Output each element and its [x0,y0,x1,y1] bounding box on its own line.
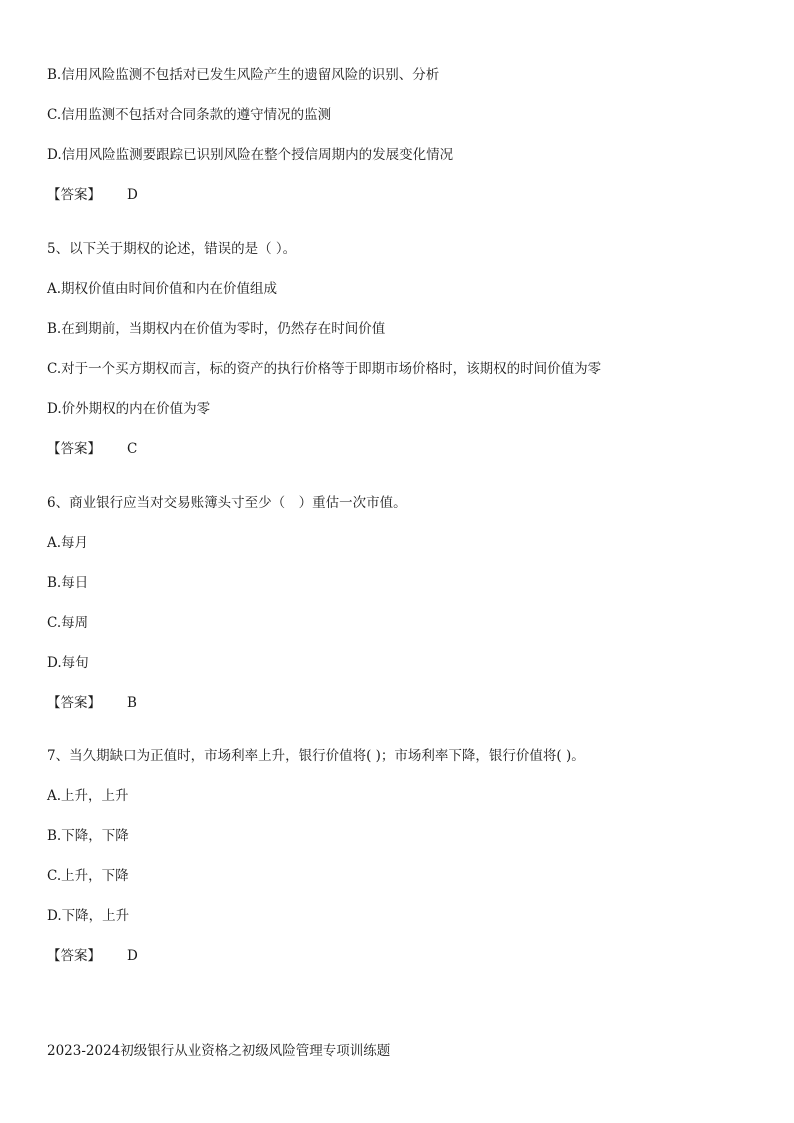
q6-option-a: A.每月 [47,535,89,551]
q7-stem: 7、当久期缺口为正值时，市场利率上升，银行价值将( )；市场利率下降，银行价值将( )。 [47,748,585,764]
answer-label: 【答案】 [47,187,101,203]
q5-option-b: B.在到期前，当期权内在价值为零时，仍然存在时间价值 [47,321,386,337]
prev-answer [47,185,138,205]
q6-option-d: D.每旬 [47,655,89,671]
q5-option-d: D.价外期权的内在价值为零 [47,401,211,417]
answer-value: B [127,695,137,711]
q6-option-c: C.每周 [47,615,89,631]
q5-option-a: A.期权价值由时间价值和内在价值组成 [47,281,278,297]
q7-answer [47,946,138,966]
q7-option-c: C.上升，下降 [47,868,129,884]
q5-answer [47,439,137,459]
q7-option-d: D.下降，上升 [47,908,130,924]
prev-option-b: B.信用风险监测不包括对已发生风险产生的遗留风险的识别、分析 [47,67,440,83]
answer-value: D [127,948,138,964]
prev-option-c: C.信用监测不包括对合同条款的遵守情况的监测 [47,107,332,123]
q6-stem: 6、商业银行应当对交易账簿头寸至少（ ）重估一次市值。 [47,495,407,511]
answer-value: D [127,187,138,203]
prev-option-d: D.信用风险监测要跟踪已识别风险在整个授信周期内的发展变化情况 [47,147,454,163]
answer-label: 【答案】 [47,441,101,457]
q7-option-a: A.上升，上升 [47,788,129,804]
q6-answer [47,693,137,713]
answer-value: C [127,441,138,457]
answer-label: 【答案】 [47,695,101,711]
q6-option-b: B.每日 [47,575,89,591]
q5-option-c: C.对于一个买方期权而言，标的资产的执行价格等于即期市场价格时，该期权的时间价值为零 [47,361,602,377]
q5-stem: 5、以下关于期权的论述，错误的是（ ）。 [47,241,297,257]
q7-option-b: B.下降，下降 [47,828,129,844]
answer-label: 【答案】 [47,948,101,964]
page-footer: 2023-2024初级银行从业资格之初级风险管理专项训练题 [47,1043,391,1059]
